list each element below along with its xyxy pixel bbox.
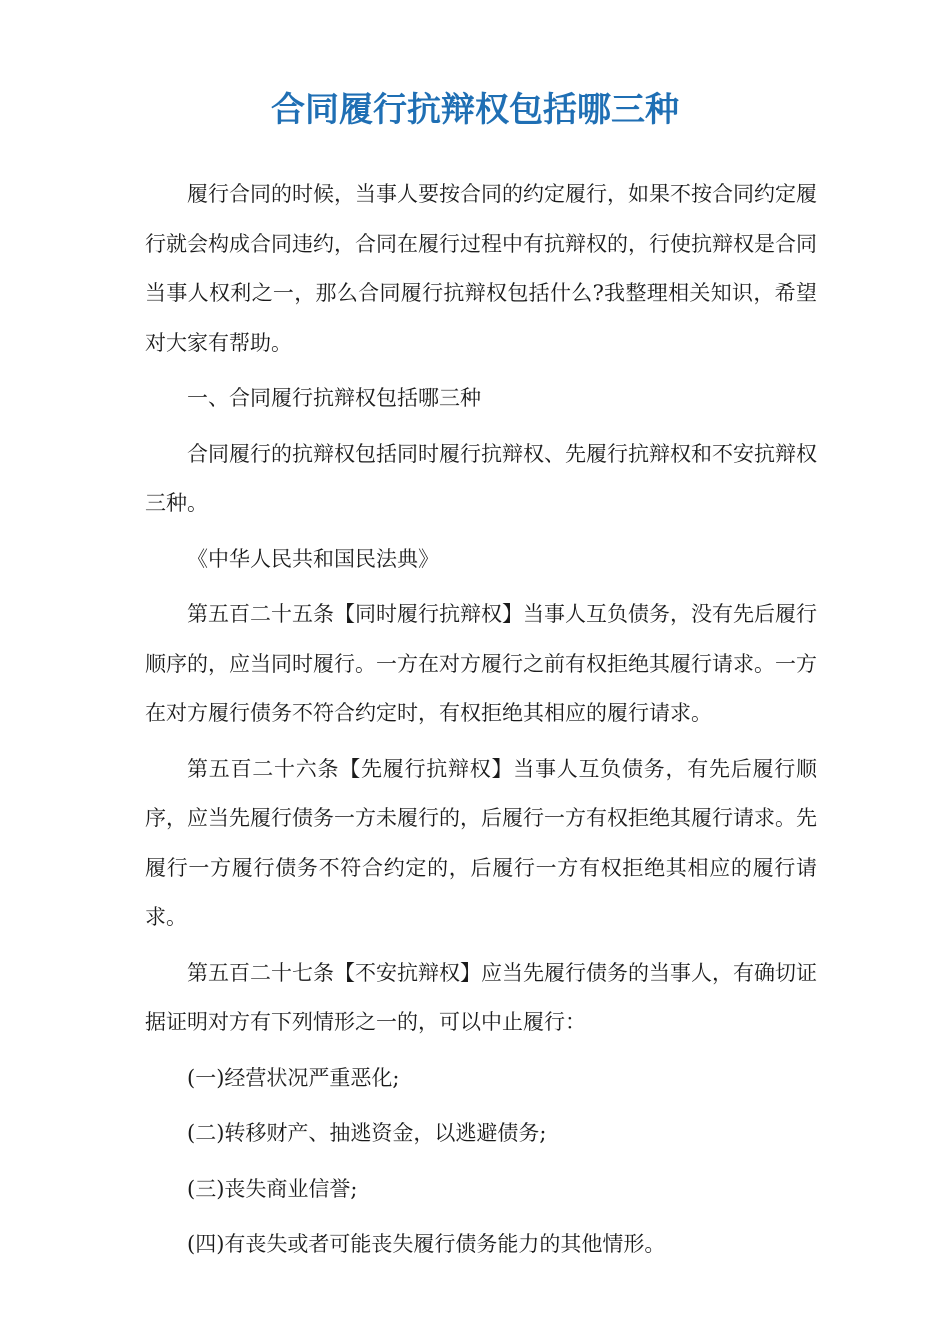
list-item: (二)转移财产、抽逃资金，以逃避债务; [187,1121,547,1145]
article-526: 第五百二十六条【先履行抗辩权】当事人互负债务，有先后履行顺序，应当先履行债务一方未履行的，后履行一方有权拒绝其履行请求。先履行一方履行债务不符合约定的，后履行一方有权拒绝其相应的履行请求。 [145,756,817,929]
document-title: 合同履行抗辩权包括哪三种 [271,90,679,130]
list-item: (一)经营状况严重恶化; [187,1065,400,1090]
list-item: (四)有丧失或者可能丧失履行债务能力的其他情形。 [187,1232,666,1256]
document-body [145,170,817,1276]
section-heading: 一、合同履行抗辩权包括哪三种 [187,386,481,410]
paragraph-intro: 履行合同的时候，当事人要按合同的约定履行，如果不按合同约定履行就会构成合同违约，合同在履行过程中有抗辩权的，行使抗辩权是合同当事人权利之一，那么合同履行抗辩权包括什么?我整理相关知识，希望对大家有帮助。 [145,182,817,355]
article-527: 第五百二十七条【不安抗辩权】应当先履行债务的当事人，有确切证据证明对方有下列情形之一的，可以中止履行： [145,960,817,1034]
paragraph-summary: 合同履行的抗辩权包括同时履行抗辩权、先履行抗辩权和不安抗辩权三种。 [145,441,817,515]
list-item: (三)丧失商业信誉; [187,1176,358,1201]
law-reference: 《中华人民共和国民法典》 [187,546,439,571]
article-525: 第五百二十五条【同时履行抗辩权】当事人互负债务，没有先后履行顺序的，应当同时履行。一方在对方履行之前有权拒绝其履行请求。一方在对方履行债务不符合约定时，有权拒绝其相应的履行请求。 [145,602,817,725]
